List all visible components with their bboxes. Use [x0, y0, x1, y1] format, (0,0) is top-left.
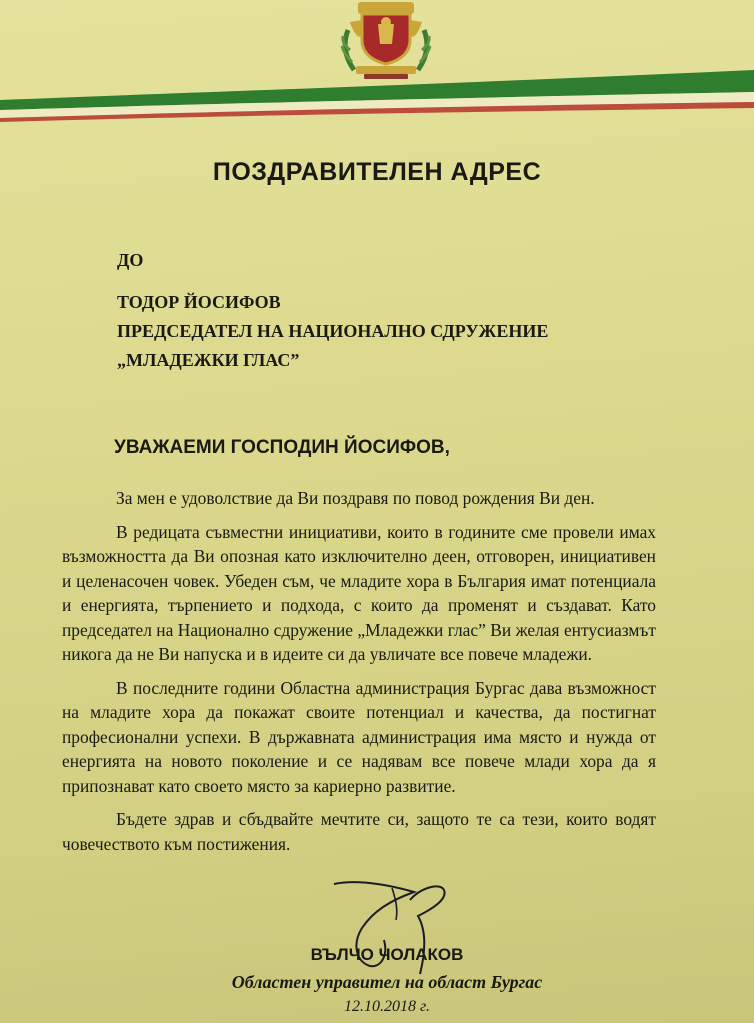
addressee-prefix: ДО [117, 250, 144, 270]
salutation: УВАЖАЕМИ ГОСПОДИН ЙОСИФОВ, [114, 437, 450, 458]
recipient-title: ПРЕДСЕДАТЕЛ НА НАЦИОНАЛНО СДРУЖЕНИЕ [117, 321, 549, 341]
signer-name: ВЪЛЧО ЧОЛАКОВ [310, 945, 464, 964]
body-paragraph: Бъдете здрав и сбъдвайте мечтите си, защото те са тези, които водят човечеството към постижения. [62, 809, 656, 854]
recipient-name: ТОДОР ЙОСИФОВ [117, 292, 281, 312]
letter-title: ПОЗДРАВИТЕЛЕН АДРЕС [212, 158, 542, 186]
letter-date: 12.10.2018 г. [343, 998, 431, 1015]
body-paragraph: За мен е удоволствие да Ви поздравя по повод рождения Ви ден. [116, 488, 595, 508]
body-paragraph: В последните години Областна администрация Бургас дава възможност на младите хора да покажат своите потенциал и качества, да постигнат професионални успехи. В държавната администрация има място и нужда от енергията на новото поколение и се надявам все повече млади хора да я припознават като своето място за кариерно развитие. [62, 677, 656, 796]
body-paragraph: В редицата съвместни инициативи, които в годините сме провели имах възможността да Ви опозная като изключително деен, отговорен, инициативен и целенасочен човек. Убеден съм, че младите хора в България имат потенциала и енергията, търпението и подхода, с които да променят и създават. Като председател на Национално сдружение „Младежки глас” Ви желая ентусиазмът никога да не Ви напуска и в идеите си да увличате все повече младежи. [62, 521, 656, 664]
recipient-organization: „МЛАДЕЖКИ ГЛАС” [117, 350, 300, 370]
signer-position: Областен управител на област Бургас [231, 972, 543, 992]
recipient-block [117, 288, 548, 375]
header-tricolor-band [0, 62, 754, 132]
letter-body [62, 486, 656, 856]
